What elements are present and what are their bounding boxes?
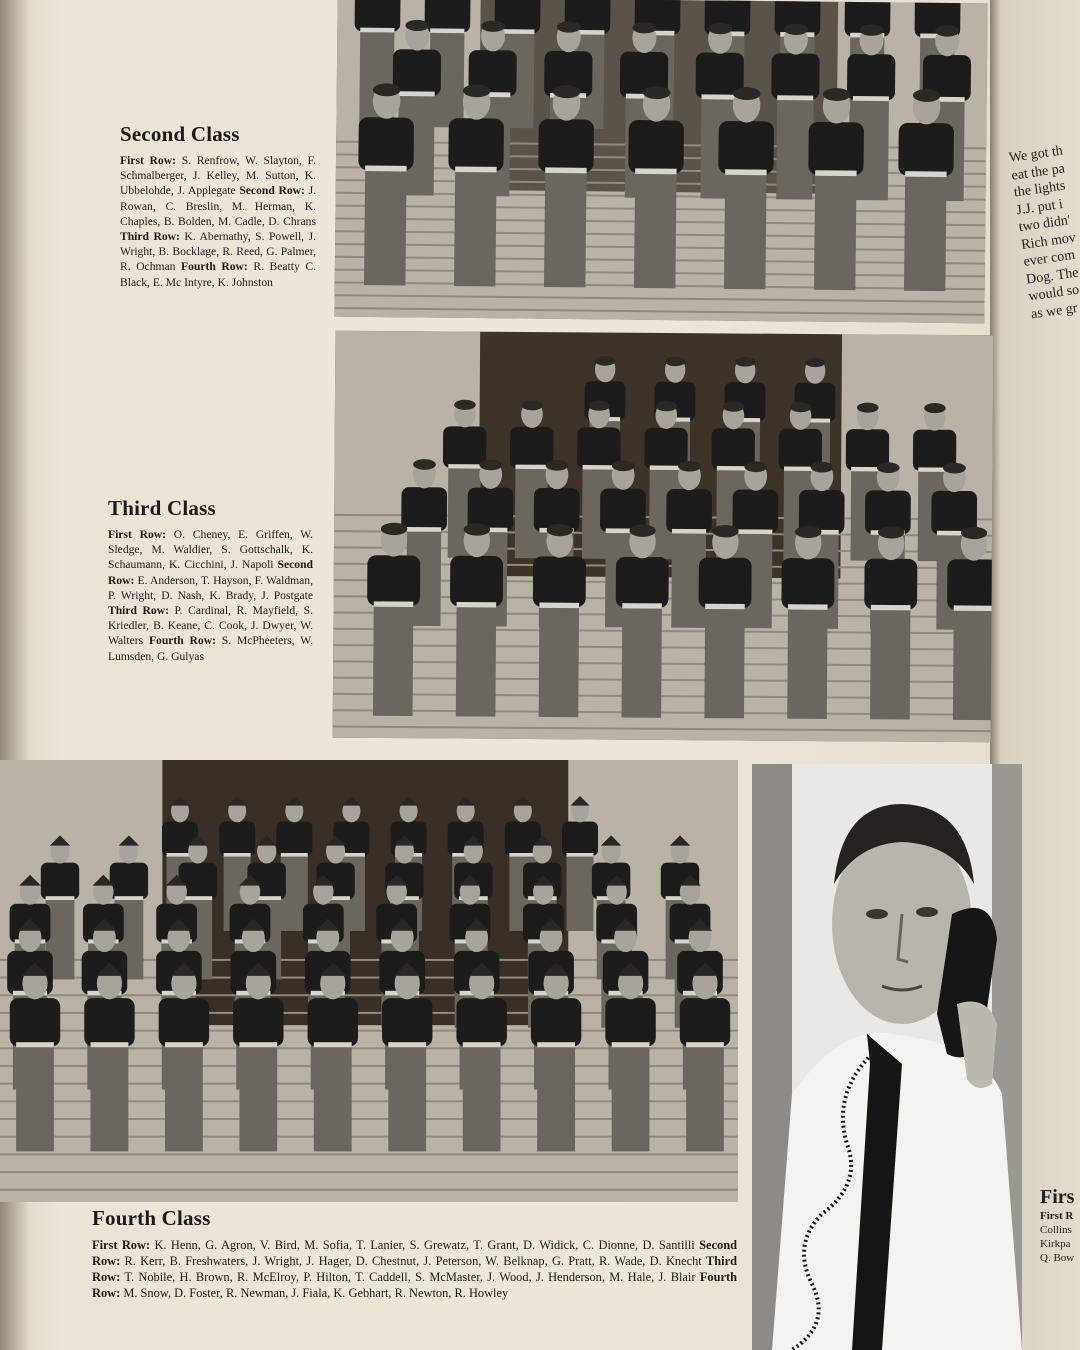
story-line: two didn' bbox=[1017, 213, 1072, 236]
row-label: Second Row: bbox=[239, 184, 305, 198]
row-label: First Row: bbox=[120, 154, 176, 167]
row-names: S. Renfrow, W. Slayton, F. Schmalberger, J. Kelley, M. Sutton, K. Ubbelohde, J. Applegate bbox=[120, 154, 316, 198]
row-label: First Row: bbox=[92, 1238, 151, 1252]
story-line: J.J. put i bbox=[1015, 196, 1064, 218]
row-names: E. Anderson, T. Hayson, F. Waldman, P. Wright, D. Nash, K. Brady, J. Postgate bbox=[108, 573, 313, 602]
third-class-caption bbox=[108, 496, 313, 664]
story-line: the lights bbox=[1013, 178, 1067, 201]
row-names: J. Rowan, C. Breslin, M. Herman, K. Chaples, B. Bolden, M. Cadle, D. Chrans bbox=[120, 184, 317, 228]
row-names: S. McPheeters, W. Lumsden, G. Gulyas bbox=[108, 634, 313, 663]
fourth-class-caption bbox=[92, 1206, 737, 1301]
story-line: eat the pa bbox=[1010, 160, 1066, 184]
row-label: Fourth Row: bbox=[181, 260, 248, 274]
row-label: Third Row: bbox=[108, 604, 169, 618]
row-label: Fourth Row: bbox=[148, 634, 216, 648]
third-class-photo bbox=[333, 331, 994, 743]
row-names: R. Beatty C. Black, E. Mc Intyre, K. Johnston bbox=[120, 260, 316, 289]
story-line: ever com bbox=[1022, 247, 1077, 270]
row-names: K. Henn, G. Agron, V. Bird, M. Sofia, T. Lanier, S. Grewatz, T. Grant, D. Widick, C. Dionne, D. Santilli bbox=[154, 1238, 695, 1252]
row-names: R. Kerr, B. Freshwaters, J. Wright, J. Hager, D. Chestnut, J. Peterson, W. Belknap, G. Pratt, R. Wade, D. Knecht bbox=[124, 1254, 702, 1268]
story-line: We got th bbox=[1008, 143, 1064, 166]
third-class-title: Third Class bbox=[108, 496, 216, 520]
telephone-portrait-photo bbox=[752, 764, 1022, 1350]
second-class-caption bbox=[120, 122, 316, 290]
story-line: Rich mov bbox=[1020, 230, 1077, 253]
third-class-names bbox=[108, 527, 313, 664]
fourth-class-names bbox=[92, 1237, 737, 1301]
facing-caption-line: Kirkpa bbox=[1040, 1238, 1071, 1250]
story-line: as we gr bbox=[1030, 300, 1079, 322]
fourth-class-photo bbox=[0, 760, 738, 1202]
row-names: T. Nobile, H. Brown, R. McElroy, P. Hilton, T. Caddell, S. McMaster, J. Wood, J. Henderson, M. Hale, J. Blair bbox=[124, 1270, 696, 1284]
facing-caption-line: Collins bbox=[1040, 1224, 1072, 1236]
row-names: P. Cardinal, R. Mayfield, S. Kriedler, B. Keane, C. Cook, J. Dwyer, W. Walters bbox=[108, 604, 313, 648]
second-class-names bbox=[120, 153, 316, 290]
row-label: Second Row: bbox=[92, 1238, 737, 1268]
facing-caption-title: Firs bbox=[1040, 1186, 1075, 1208]
row-names: O. Cheney, E. Griffen, W. Sledge, M. Waldier, S. Gottschalk, K. Schaumann, K. Cicchini, J. Napoli bbox=[108, 528, 314, 572]
row-label: Second Row: bbox=[108, 558, 313, 587]
fourth-class-title: Fourth Class bbox=[92, 1206, 211, 1230]
facing-caption-line: First R bbox=[1040, 1210, 1074, 1222]
story-line: would so bbox=[1027, 282, 1080, 305]
second-class-title: Second Class bbox=[120, 122, 240, 146]
row-label: First Row: bbox=[108, 528, 166, 541]
facing-caption-line: Q. Bow bbox=[1040, 1252, 1075, 1264]
facing-page-first-class-caption bbox=[1040, 1186, 1080, 1265]
row-label: Third Row: bbox=[92, 1254, 737, 1284]
second-class-photo bbox=[334, 0, 987, 323]
row-label: Third Row: bbox=[120, 230, 180, 244]
row-label: Fourth Row: bbox=[92, 1270, 737, 1300]
row-names: K. Abernathy, S. Powell, J. Wright, B. Bocklage, R. Reed, G. Palmer, R. Ochman bbox=[120, 230, 316, 274]
story-line: Dog. The bbox=[1025, 264, 1080, 288]
row-names: M. Snow, D. Foster, R. Newman, J. Fiala, K. Gebhart, R. Newton, R. Howley bbox=[123, 1286, 509, 1300]
